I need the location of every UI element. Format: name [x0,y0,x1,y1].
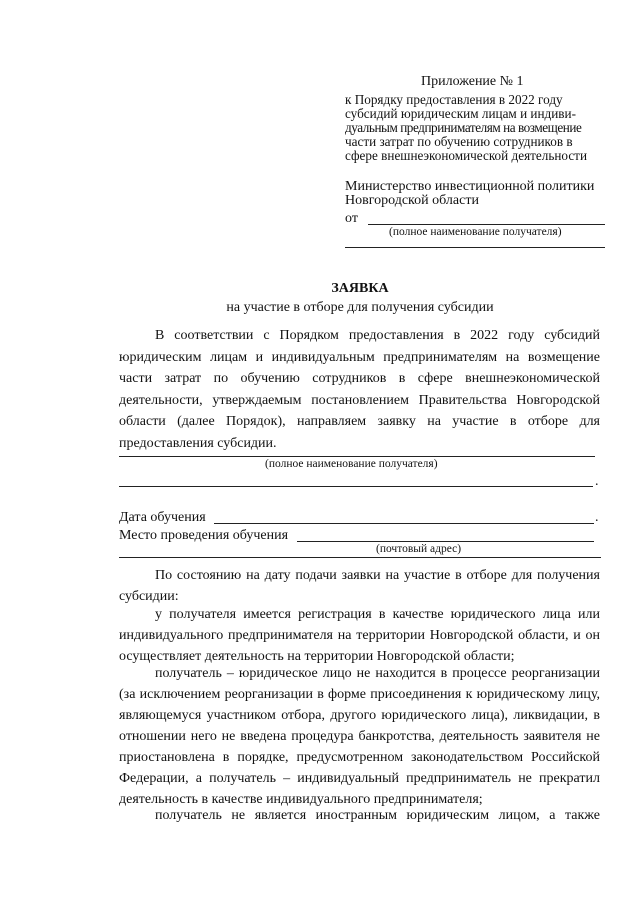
training-date-fill-line [214,523,594,524]
from-fill-line-2 [345,247,605,248]
training-place-fill-line [297,541,594,542]
recipient-fill-line-2 [119,486,593,487]
status-paragraph: По состоянию на дату подачи заявки на участие в отборе для получения субсидии: [119,568,600,604]
appendix-line: к Порядку предоставления в 2022 году [345,92,563,107]
appendix-line: субсидий юридическим лицам и индиви- [345,106,576,121]
appendix-line: сфере внешнеэкономической деятельности [345,148,587,163]
from-fill-line [368,224,605,225]
appendix-line: части затрат по обучению сотрудников в [345,134,573,149]
appendix-title: Приложение № 1 [421,74,524,89]
foreign-entity-paragraph: получатель не является иностранным юридическим лицом, а также [155,808,600,823]
appendix-line: дуальным предпринимателям на возмещение [345,120,582,135]
recipient-caption: (полное наименование получателя) [265,458,438,470]
document-subtitle: на участие в отборе для получения субсидии [226,300,494,315]
ministry-region: Новгородской области [345,193,479,208]
registration-paragraph: у получателя имеется регистрация в качестве юридического лица или индивидуального предпринимателя на территории Новгородской области, и он осуществляет деятельность на территории Новгородской области; [119,607,600,664]
line-end-dot: . [595,510,599,525]
document-title: ЗАЯВКА [331,281,389,296]
training-date-label: Дата обучения [119,510,206,525]
training-place-fill-line-2 [119,557,601,558]
recipient-fill-line [119,456,595,457]
ministry-name: Министерство инвестиционной политики [345,179,595,194]
postal-caption: (почтовый адрес) [376,543,462,555]
reorganization-paragraph: получатель – юридическое лицо не находится в процессе реорганизации (за исключением реорганизации в форме присоединения к юридическому лицу, являющемуся участником отбора, другого юридического лица), ликвидации, в отношении него не введена процедура банкротства, деятельность заявителя не приостановлена в порядке, предусмотренном законодательством Российской Федерации, а получатель – индивидуальный предприниматель не прекратил деятельность в качестве индивидуального предпринимателя; [119,666,600,807]
from-caption: (полное наименование получателя) [389,226,562,238]
intro-paragraph: В соответствии с Порядком предоставления в 2022 году субсидий юридическим лицам и индивидуальным предпринимателям на возмещение части затрат по обучению сотрудников в сфере внешнеэкономической деятельности, утверждаемым постановлением Правительства Новгородской области (далее Порядок), направляем заявку на участие в отборе для предоставления субсидии. [119,328,600,451]
line-end-dot: . [595,474,599,489]
training-place-label: Место проведения обучения [119,528,289,543]
from-label: от [345,211,358,226]
